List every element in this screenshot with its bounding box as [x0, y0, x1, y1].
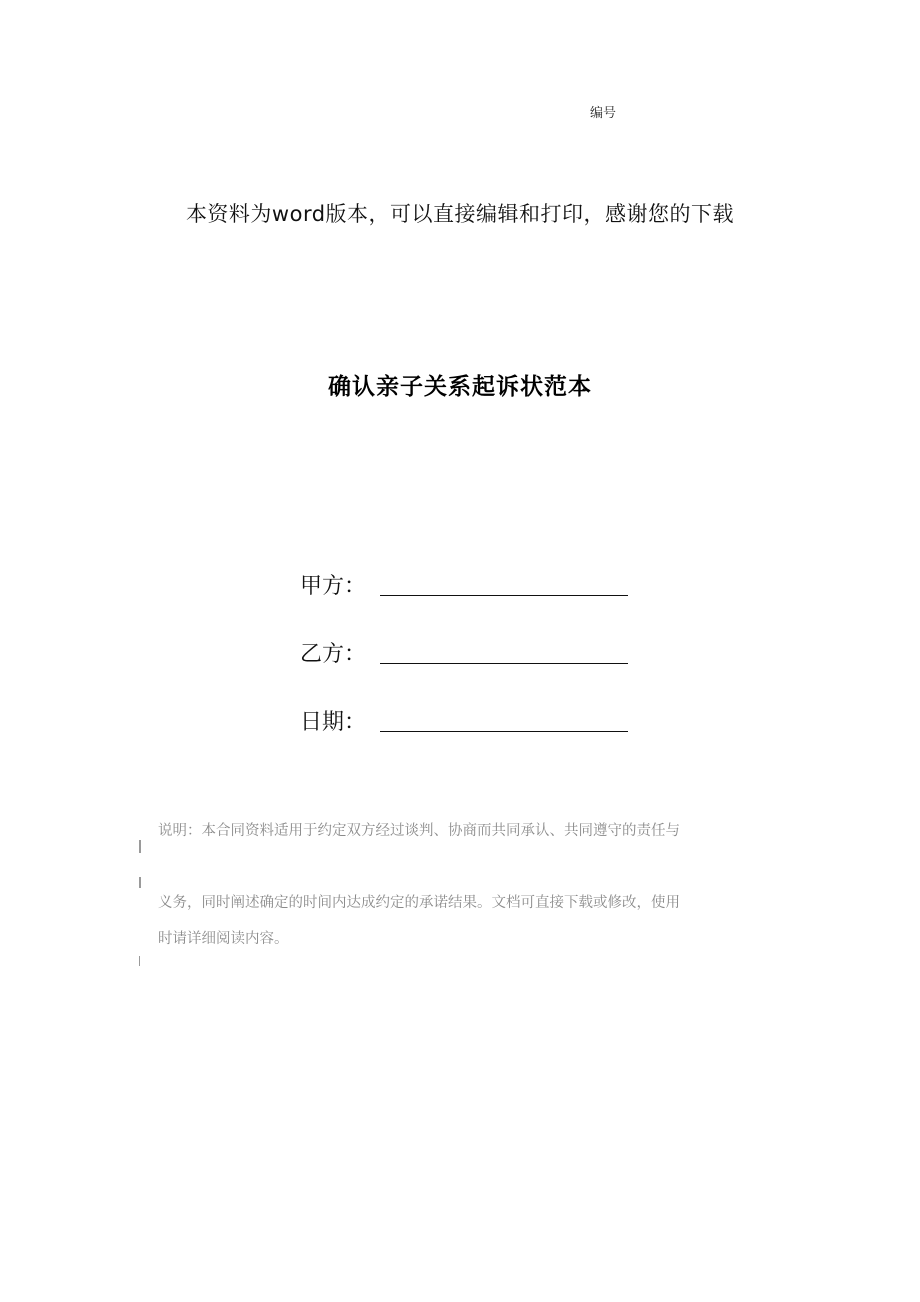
explanation-line-1: 说明：本合同资料适用于约定双方经过谈判、协商而共同承认、共同遵守的责任与 — [158, 823, 680, 839]
explanation-line-2: 义务，同时阐述确定的时间内达成约定的承诺结果。文档可直接下载或修改，使用 — [158, 895, 680, 911]
party-b-field — [300, 636, 628, 668]
date-field — [300, 704, 628, 736]
party-b-blank-line[interactable] — [380, 663, 628, 664]
explanation-line-3: 时请详细阅读内容。 — [158, 931, 289, 947]
party-a-field — [300, 568, 628, 600]
margin-mark — [139, 877, 141, 888]
party-a-label: 甲方： — [300, 574, 367, 599]
margin-mark — [139, 840, 141, 853]
document-title: 确认亲子关系起诉状范本 — [328, 374, 592, 400]
download-notice: 本资料为word版本，可以直接编辑和打印，感谢您的下载 — [185, 202, 735, 226]
date-label: 日期： — [300, 710, 367, 735]
party-a-blank-line[interactable] — [380, 595, 628, 596]
document-number-label: 编号 — [590, 106, 617, 121]
date-blank-line[interactable] — [380, 731, 628, 732]
margin-mark — [139, 956, 140, 966]
party-b-label: 乙方： — [300, 642, 367, 667]
